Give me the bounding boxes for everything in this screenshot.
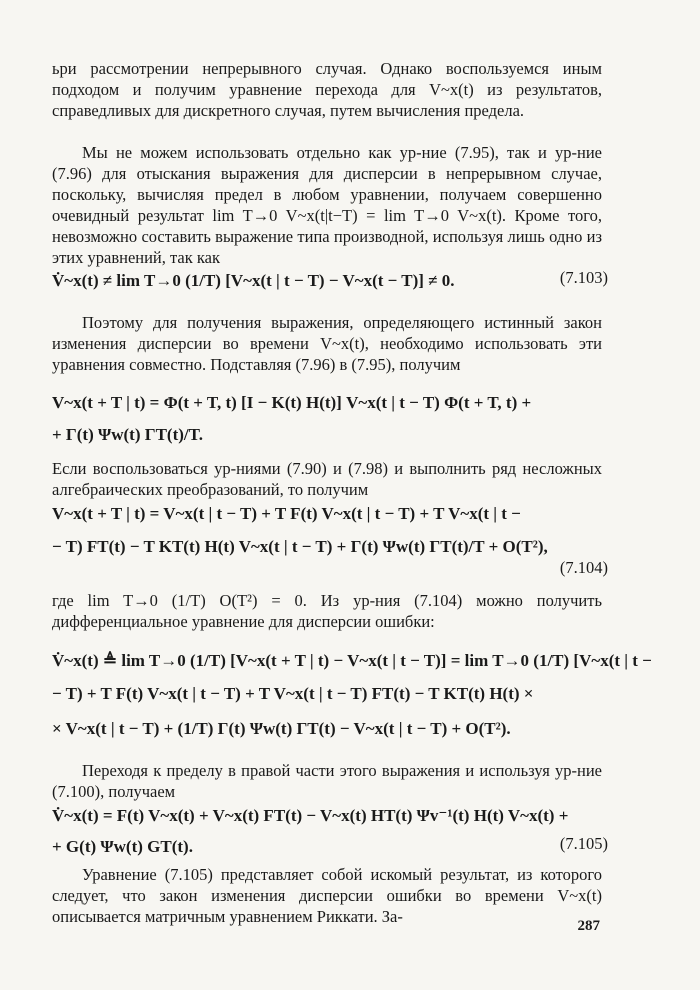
paragraph-3: Поэтому для получения выражения, определяющего истинный закон изменения дисперсии во времени V~x(t), необходимо использовать эти уравнения совместно. Подставляя (7.96) в (7.95), получим xyxy=(52,313,602,374)
equation-number-7-104: (7.104) xyxy=(559,558,608,577)
equation-substitution-line-1: V~x(t + T | t) = Φ(t + T, t) [I − K(t) H(t)] V~x(t | t − T) Φ(t + T, t) + xyxy=(52,393,532,412)
equation-7-105-line-2: + G(t) Ψw(t) GT(t). xyxy=(52,837,193,856)
paragraph-4: Если воспользоваться ур-ниями (7.90) и (7.98) и выполнить ряд несложных алгебраических преобразований, то получим xyxy=(52,459,602,499)
equation-number-7-103: (7.103) xyxy=(559,268,608,287)
equation-derivative-line-3: × V~x(t | t − T) + (1/T) Γ(t) Ψw(t) ΓT(t) − V~x(t | t − T) + O(T²). xyxy=(52,719,511,738)
equation-number-7-105: (7.105) xyxy=(559,834,608,853)
paragraph-7: Уравнение (7.105) представляет собой искомый результат, из которого следует, что закон изменения дисперсии ошибки во времени V~x(t) описывается матричным уравнением Риккати. За- xyxy=(52,865,602,926)
paragraph-2: Мы не можем использовать отдельно как ур-ние (7.95), так и ур-ние (7.96) для отыскания выражения для дисперсии в непрерывном случае, поскольку, вычисляя предел в любом уравнении, получаем совершенно очевидный результат lim T→0 V~x(t|t−T) = lim T→0 V~x(t). Кроме того, невозможно составить выражение типа производной, используя лишь одно из этих уравнений, так как xyxy=(52,143,602,267)
equation-derivative-line-1: V̇~x(t) ≜ lim T→0 (1/T) [V~x(t + T | t) − V~x(t | t − T)] = lim T→0 (1/T) [V~x(t | t − xyxy=(52,651,652,670)
equation-7-103-body: V̇~x(t) ≠ lim T→0 (1/T) [V~x(t | t − T) − V~x(t − T)] ≠ 0. xyxy=(52,271,455,290)
equation-derivative-line-2: − T) + T F(t) V~x(t | t − T) + T V~x(t | t − T) FT(t) − T KT(t) H(t) × xyxy=(52,684,534,703)
equation-7-104-line-1: V~x(t + T | t) = V~x(t | t − T) + T F(t) V~x(t | t − T) + T V~x(t | t − xyxy=(52,504,521,523)
equation-7-104-line-2: − T) FT(t) − T KT(t) H(t) V~x(t | t − T) + Γ(t) Ψw(t) ΓT(t)/T + O(T²), xyxy=(52,537,548,556)
equation-substitution-line-2: + Γ(t) Ψw(t) ΓT(t)/T. xyxy=(52,425,203,444)
page-number: 287 xyxy=(577,918,600,934)
paragraph-5: где lim T→0 (1/T) O(T²) = 0. Из ур-ния (7.104) можно получить дифференциальное уравнение для дисперсии ошибки: xyxy=(52,591,602,631)
paragraph-6: Переходя к пределу в правой части этого выражения и используя ур-ние (7.100), получаем xyxy=(52,761,602,801)
equation-7-105-line-1: V̇~x(t) = F(t) V~x(t) + V~x(t) FT(t) − V~x(t) HT(t) Ψv⁻¹(t) H(t) V~x(t) + xyxy=(52,806,569,825)
paragraph-1: ьри рассмотрении непрерывного случая. Однако воспользуемся иным подходом и получим уравнение перехода для V~x(t) из результатов, справедливых для дискретного случая, путем вычисления предела. xyxy=(52,59,602,120)
equation-7-103 xyxy=(52,270,607,292)
